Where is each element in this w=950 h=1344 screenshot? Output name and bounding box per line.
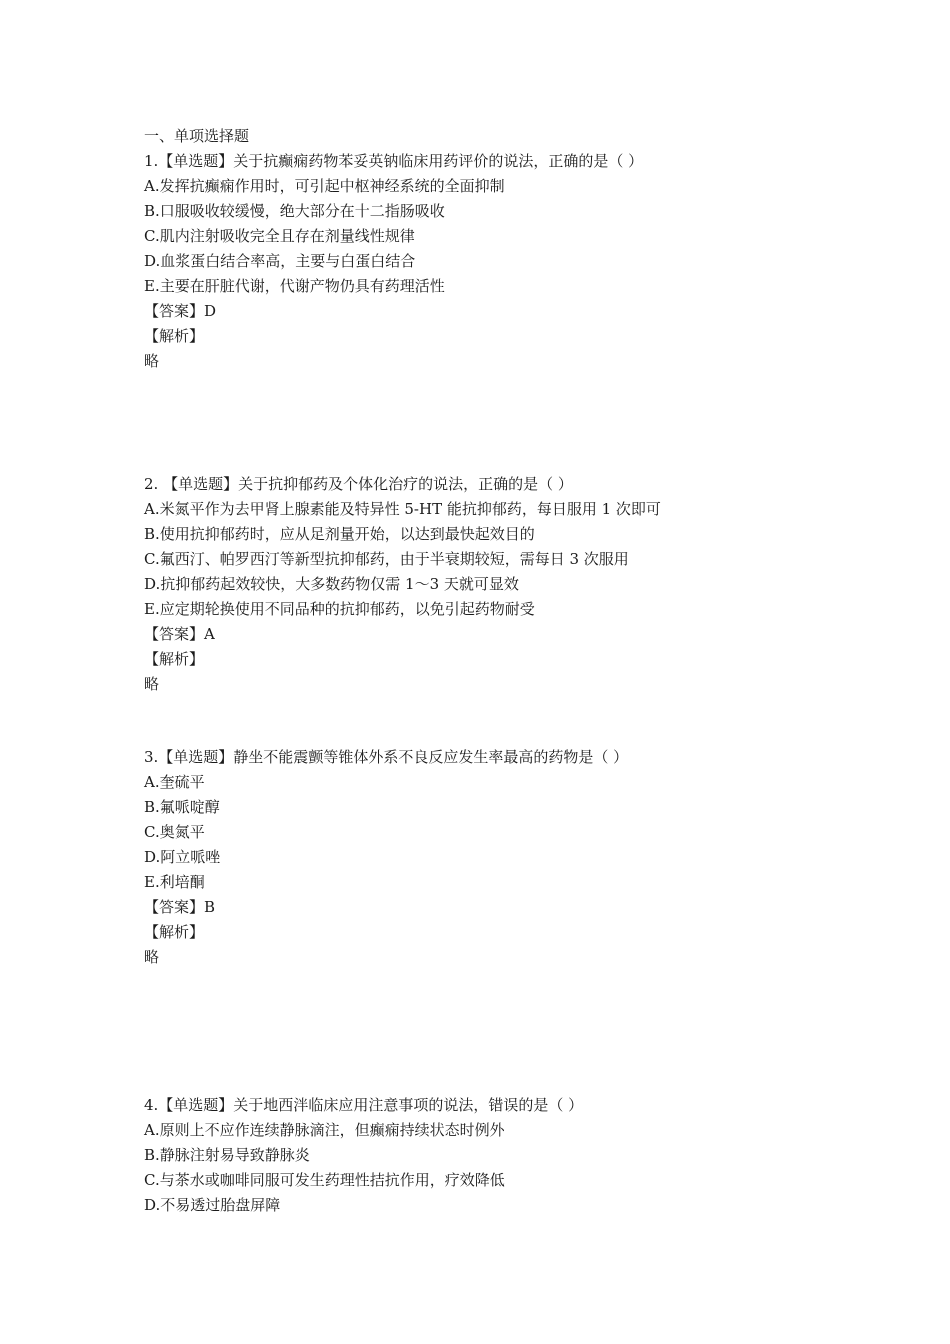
option-d: D.不易透过胎盘屏障	[144, 1196, 281, 1214]
spacer	[144, 374, 824, 472]
section-title: 一、单项选择题	[144, 127, 250, 145]
option-c: C.氟西汀、帕罗西汀等新型抗抑郁药，由于半衰期较短，需每日 3 次服用	[144, 550, 629, 568]
analysis-label: 【解析】	[144, 923, 205, 941]
option-c: C.与茶水或咖啡同服可发生药理性拮抗作用，疗效降低	[144, 1171, 505, 1189]
question-stem: 1.【单选题】关于抗癫痫药物苯妥英钠临床用药评价的说法，正确的是（ ）	[144, 152, 644, 170]
option-c: C.奥氮平	[144, 823, 205, 841]
document-page	[144, 124, 824, 1218]
analysis-text: 略	[144, 352, 160, 370]
answer: 【答案】A	[144, 625, 215, 643]
question-4	[144, 1093, 824, 1218]
option-a: A.奎硫平	[144, 773, 205, 791]
spacer	[144, 697, 824, 745]
option-b: B.口服吸收较缓慢，绝大部分在十二指肠吸收	[144, 202, 445, 220]
option-d: D.血浆蛋白结合率高，主要与白蛋白结合	[144, 252, 416, 270]
question-stem: 2. 【单选题】关于抗抑郁药及个体化治疗的说法，正确的是（ ）	[144, 475, 573, 493]
question-3	[144, 745, 824, 970]
option-c: C.肌内注射吸收完全且存在剂量线性规律	[144, 227, 415, 245]
option-e: E.利培酮	[144, 873, 205, 891]
analysis-text: 略	[144, 948, 160, 966]
question-2	[144, 472, 824, 697]
option-a: A.发挥抗癫痫作用时，可引起中枢神经系统的全面抑制	[144, 177, 505, 195]
analysis-label: 【解析】	[144, 327, 205, 345]
option-d: D.阿立哌唑	[144, 848, 221, 866]
answer: 【答案】B	[144, 898, 216, 916]
question-stem: 4.【单选题】关于地西泮临床应用注意事项的说法，错误的是（ ）	[144, 1096, 584, 1114]
spacer	[144, 970, 824, 1093]
answer: 【答案】D	[144, 302, 217, 320]
option-b: B.静脉注射易导致静脉炎	[144, 1146, 310, 1164]
question-stem: 3.【单选题】静坐不能震颤等锥体外系不良反应发生率最高的药物是（ ）	[144, 748, 629, 766]
question-1	[144, 149, 824, 374]
option-a: A.米氮平作为去甲肾上腺素能及特异性 5-HT 能抗抑郁药，每日服用 1 次即可	[144, 500, 661, 518]
analysis-text: 略	[144, 675, 160, 693]
option-a: A.原则上不应作连续静脉滴注，但癫痫持续状态时例外	[144, 1121, 505, 1139]
option-b: B.使用抗抑郁药时，应从足剂量开始，以达到最快起效目的	[144, 525, 535, 543]
option-b: B.氟哌啶醇	[144, 798, 220, 816]
option-d: D.抗抑郁药起效较快，大多数药物仅需 1～3 天就可显效	[144, 575, 519, 593]
option-e: E.主要在肝脏代谢，代谢产物仍具有药理活性	[144, 277, 445, 295]
analysis-label: 【解析】	[144, 650, 205, 668]
option-e: E.应定期轮换使用不同品种的抗抑郁药，以免引起药物耐受	[144, 600, 535, 618]
